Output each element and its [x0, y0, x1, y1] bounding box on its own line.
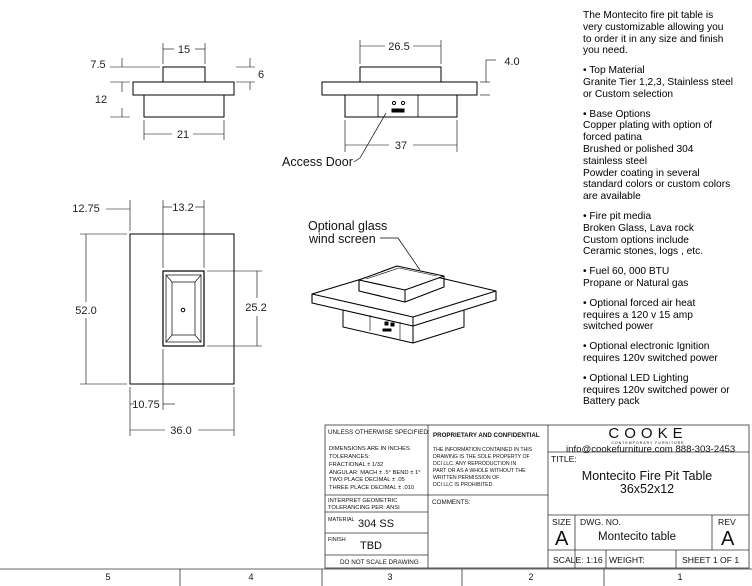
note-line: switched power: [583, 321, 654, 333]
dim-label: 21: [176, 129, 190, 141]
note-fuel: [583, 266, 749, 290]
note-line: requires 120v switched power or: [583, 384, 730, 396]
note-line: Brushed or polished 304: [583, 143, 694, 155]
note-line: Custom options include: [583, 234, 689, 246]
unless-specified-label: UNLESS OTHERWISE SPECIFIED:: [328, 429, 430, 436]
zone-label: 3: [387, 572, 393, 582]
note-line: • Optional LED Lighting: [583, 372, 689, 384]
tolerance-line: THREE PLACE DECIMAL ± .010: [329, 485, 415, 491]
dwg-no-label: DWG. NO.: [580, 517, 622, 527]
dim-label: 52.0: [75, 305, 97, 317]
notes-intro-line: you need.: [583, 45, 628, 57]
dim-label: 25.2: [245, 302, 267, 314]
proprietary-line: PART OR AS A WHOLE WITHOUT THE: [433, 468, 526, 474]
note-line: Copper plating with option of: [583, 120, 713, 132]
zone-label: 2: [528, 572, 534, 582]
dim-label: 12: [94, 94, 108, 106]
note-line: forced patina: [583, 132, 642, 144]
size-value: A: [555, 528, 569, 550]
company-contact: info@cookefurniture.com 888-303-2453: [566, 444, 736, 455]
drawing-title: Montecito Fire Pit Table: [581, 469, 713, 483]
note-led-lighting: [583, 373, 749, 408]
note-line: are available: [583, 191, 641, 203]
tolerance-line: TOLERANCES:: [329, 454, 370, 460]
proprietary-line: DCI LLC. ANY REPRODUCTION IN: [433, 461, 517, 467]
zone-label: 5: [105, 572, 111, 582]
tolerance-line: TWO PLACE DECIMAL ± .05: [329, 477, 405, 483]
note-line: requires 120v switched power: [583, 352, 718, 364]
note-line: Broken Glass, Lava rock: [583, 222, 694, 234]
material-label: MATERIAL: [328, 517, 355, 523]
wind-screen-callout-line1: Optional glass: [308, 219, 388, 233]
proprietary-line: DRAWING IS THE SOLE PROPERTY OF: [433, 454, 530, 460]
comments-label: COMMENTS:: [432, 499, 471, 506]
dim-label: 37: [394, 140, 408, 152]
dim-label: 26.5: [388, 41, 410, 53]
dim-label: 36.0: [170, 425, 192, 437]
note-line: stainless steel: [583, 155, 647, 167]
access-door-callout: Access Door: [282, 155, 353, 169]
dim-label: 7.5: [90, 59, 106, 71]
company-tagline: CONTEMPORARY FURNITURE: [611, 441, 685, 445]
note-line: Battery pack: [583, 396, 640, 408]
note-line: Ceramic stones, logs , etc.: [583, 246, 704, 258]
note-fire-pit-media: [583, 211, 749, 258]
tolerance-line: ANGULAR: MACH ± .5° BEND ± 1°: [329, 470, 421, 476]
zone-label: 4: [248, 572, 254, 582]
note-top-material: [583, 65, 749, 100]
zone-label: 1: [677, 572, 683, 582]
note-line: • Fire pit media: [583, 210, 652, 222]
dwg-no-value: Montecito table: [598, 531, 676, 543]
note-line: • Top Material: [583, 65, 645, 77]
material-value: 304 SS: [358, 518, 395, 530]
note-line: • Optional forced air heat: [583, 297, 696, 309]
weight-label: WEIGHT:: [609, 555, 645, 565]
size-label: SIZE: [552, 517, 572, 527]
drawing-subtitle: 36x52x12: [619, 482, 675, 496]
dim-label: 10.75: [132, 399, 160, 411]
note-base-options: [583, 109, 749, 203]
proprietary-line: DCI LLC IS PROHIBITED.: [433, 482, 494, 488]
no-scale-note: DO NOT SCALE DRAWING: [340, 559, 419, 566]
proprietary-title: PROPRIETARY AND CONFIDENTIAL: [433, 432, 540, 439]
dim-label: 6: [257, 69, 265, 81]
tolerance-line: FRACTIONAL ± 1/32: [329, 462, 384, 468]
note-line: • Base Options: [583, 108, 651, 120]
dim-label: 4.0: [504, 56, 520, 68]
notes-intro-line: very customizable allowing you: [583, 21, 724, 33]
notes-intro: [583, 10, 749, 57]
finish-label: FINISH: [328, 537, 346, 543]
proprietary-line: WRITTEN PERMISSION OF: [433, 475, 500, 481]
note-line: standard colors or custom colors: [583, 179, 731, 191]
note-forced-air: [583, 298, 749, 333]
proprietary-line: THE INFORMATION CONTAINED IN THIS: [433, 447, 533, 453]
finish-value: TBD: [360, 540, 382, 552]
interpret-line: INTERPRET GEOMETRIC: [328, 498, 398, 504]
rev-value: A: [721, 528, 735, 550]
dim-label: 13.2: [172, 202, 194, 214]
notes-intro-line: The Montecito fire pit table is: [583, 10, 714, 21]
tolerance-line: DIMENSIONS ARE IN INCHES: [329, 446, 410, 452]
notes-intro-line: to order it in any size and finish: [583, 33, 724, 45]
note-line: or Custom selection: [583, 88, 674, 100]
note-line: requires a 120 v 15 amp: [583, 309, 693, 321]
note-line: Granite Tier 1,2,3, Stainless steel: [583, 76, 734, 88]
scale-label: SCALE: 1:16: [553, 555, 603, 565]
note-ignition: [583, 341, 749, 365]
note-line: Powder coating in several: [583, 167, 700, 179]
dim-label: 12.75: [72, 203, 100, 215]
note-line: • Optional electronic Ignition: [583, 341, 710, 353]
note-line: Propane or Natural gas: [583, 277, 689, 289]
company-logo: COOKE: [608, 425, 688, 442]
rev-label: REV: [718, 517, 736, 527]
interpret-line: TOLERANCING PER: ANSI: [328, 505, 400, 511]
title-label: TITLE:: [551, 454, 577, 464]
dim-label: 15: [177, 44, 191, 56]
sheet-label: SHEET 1 OF 1: [682, 555, 740, 565]
note-line: • Fuel 60, 000 BTU: [583, 266, 670, 278]
wind-screen-callout-line2: wind screen: [309, 232, 376, 246]
notes-panel: [583, 10, 749, 416]
